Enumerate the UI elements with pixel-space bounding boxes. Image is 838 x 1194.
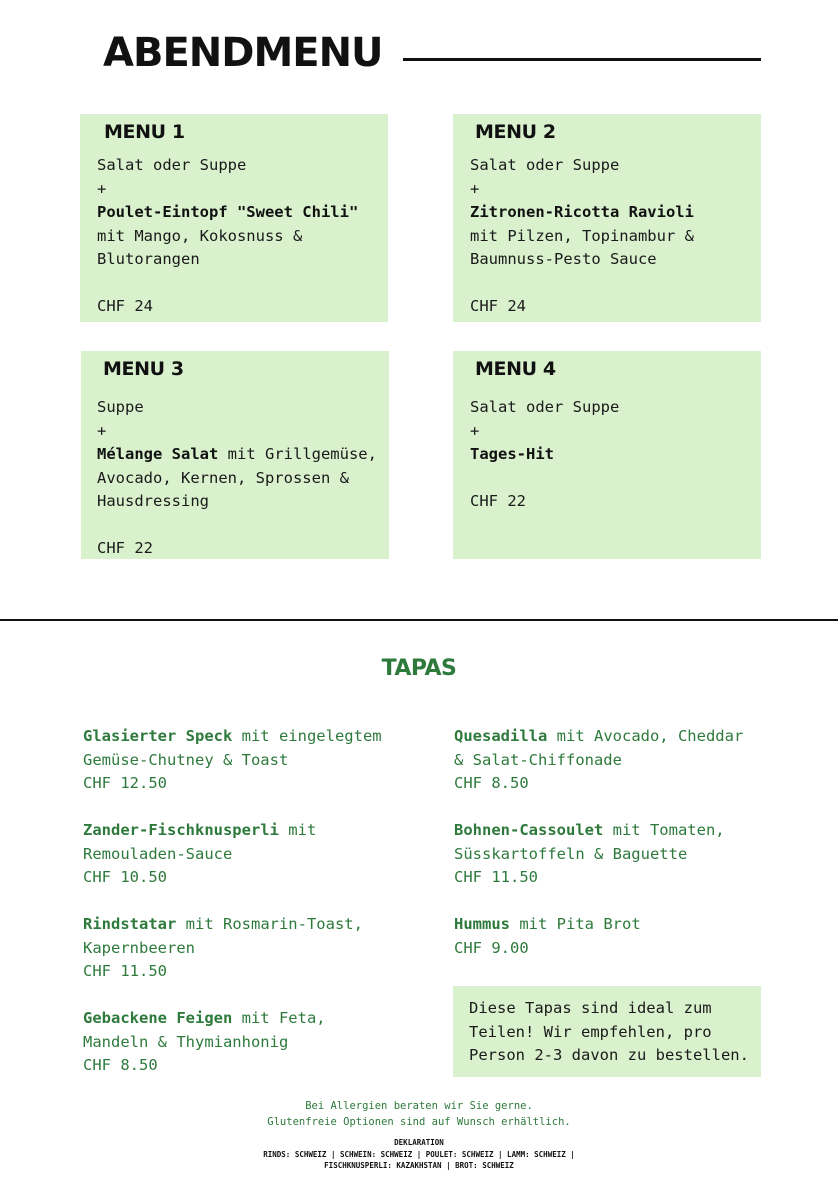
menu-title: MENU 3 (103, 358, 184, 380)
menu-dish-name: Zitronen-Ricotta Ravioli (470, 203, 694, 221)
tapas-item-price: CHF 9.00 (454, 938, 529, 957)
menu-card-3 (81, 351, 389, 559)
menu-card-2 (453, 114, 761, 322)
page-title: ABENDMENU (103, 30, 383, 76)
menu-title: MENU 2 (475, 121, 556, 143)
menu-dish-description: mit Pilzen, Topinambur & Baumnuss-Pesto Sauce (470, 226, 694, 268)
declaration-title: DEKLARATION (394, 1138, 444, 1147)
menu-card-4 (453, 351, 761, 559)
tapas-item-name: Zander-Fischknusperli (83, 821, 279, 839)
menu-card-1 (80, 114, 388, 322)
menu-title: MENU 4 (475, 358, 556, 380)
tapas-item-name: Rindstatar (83, 915, 177, 933)
menu-dish-description: mit Grillgemüse, Avocado, Kernen, Sprossen & Hausdressing (97, 445, 387, 510)
menu-plus: + (470, 421, 480, 440)
menu-title: MENU 1 (104, 121, 185, 143)
tapas-item-price: CHF 11.50 (83, 962, 167, 980)
tapas-item-price: CHF 12.50 (83, 774, 167, 792)
menu-price: CHF 22 (97, 539, 153, 557)
menu-dish-description: mit Mango, Kokosnuss & Blutorangen (97, 226, 303, 268)
menu-price: CHF 24 (97, 297, 153, 315)
tapas-item-name: Hummus (454, 915, 510, 933)
gluten-free-line: Glutenfreie Optionen sind auf Wunsch erhältlich. (267, 1116, 571, 1128)
declaration-line: RINDS: SCHWEIZ | SCHWEIN: SCHWEIZ | POULET: SCHWEIZ | LAMM: SCHWEIZ | (263, 1149, 575, 1159)
tapas-item-price: CHF 10.50 (83, 868, 167, 886)
tapas-item-description: mit Remouladen-Sauce (83, 821, 326, 863)
title-rule (403, 58, 761, 61)
menu-price: CHF 24 (470, 297, 526, 315)
tapas-item-description: mit Rosmarin-Toast, Kapernbeeren (83, 915, 373, 957)
tapas-item-name: Glasierter Speck (83, 727, 233, 745)
menu-dish-name: Mélange Salat (97, 445, 219, 463)
menu-plus: + (97, 421, 107, 440)
tapas-item (454, 913, 754, 960)
tapas-item-description: mit Tomaten, Süsskartoffeln & Baguette (454, 821, 734, 863)
tapas-item-name: Gebackene Feigen (83, 1009, 233, 1027)
tapas-item-name: Quesadilla (454, 727, 548, 745)
tapas-item-price: CHF 11.50 (454, 868, 538, 886)
tapas-item-description: mit Avocado, Cheddar & Salat-Chiffonade (454, 727, 753, 769)
tapas-item-description: mit Feta, Mandeln & Thymianhonig (83, 1009, 335, 1051)
allergy-notice (0, 1098, 838, 1130)
tapas-item (83, 913, 383, 984)
declaration (0, 1137, 838, 1172)
tapas-item (454, 819, 744, 890)
menu-starter: Suppe (97, 398, 144, 416)
tapas-item (83, 1007, 343, 1078)
tapas-item-price: CHF 8.50 (83, 1056, 158, 1074)
menu-dish-name: Poulet-Eintopf "Sweet Chili" (97, 203, 359, 221)
tapas-item-description: mit Pita Brot (510, 915, 641, 933)
declaration-line: FISCHKNUSPERLI: KAZAKHSTAN | BROT: SCHWEIZ (324, 1161, 514, 1170)
menu-dish-name: Tages-Hit (470, 445, 554, 463)
menu-plus: + (97, 179, 107, 198)
tapas-item-name: Bohnen-Cassoulet (454, 821, 604, 839)
tapas-item (83, 725, 393, 796)
tapas-item (83, 819, 343, 890)
section-divider (0, 619, 838, 621)
menu-starter: Salat oder Suppe (97, 156, 247, 174)
tapas-item-description: mit eingelegtem Gemüse-Chutney & Toast (83, 727, 391, 769)
menu-price: CHF 22 (470, 492, 526, 510)
allergy-line: Bei Allergien beraten wir Sie gerne. (305, 1100, 533, 1112)
tapas-item (454, 725, 754, 796)
tapas-title: TAPAS (381, 656, 457, 681)
tapas-sharing-note: Diese Tapas sind ideal zum Teilen! Wir empfehlen, pro Person 2-3 davon zu bestellen. (453, 986, 761, 1077)
menu-starter: Salat oder Suppe (470, 398, 620, 416)
tapas-item-price: CHF 8.50 (454, 774, 529, 792)
menu-plus: + (470, 179, 480, 198)
menu-starter: Salat oder Suppe (470, 156, 620, 174)
